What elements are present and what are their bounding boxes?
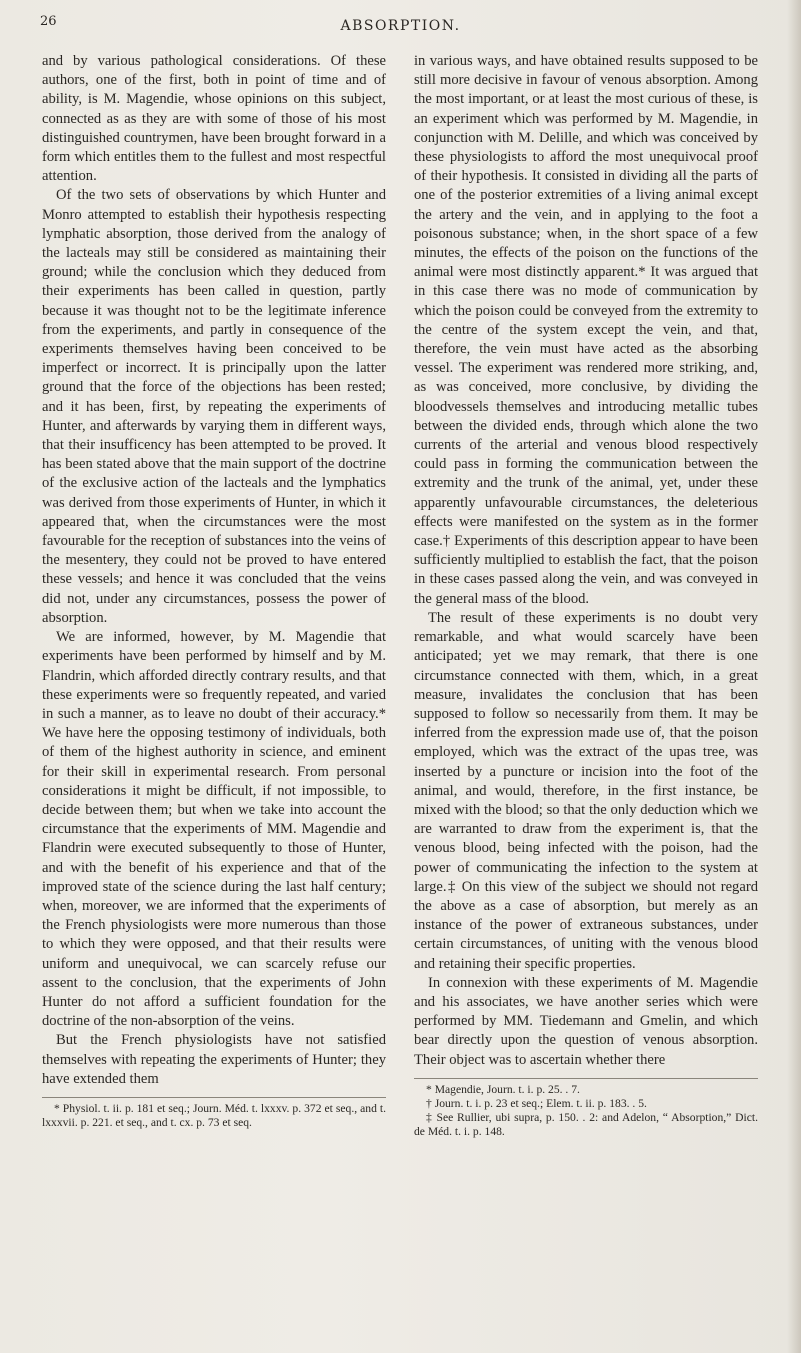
right-column bbox=[414, 52, 758, 1139]
paragraph: But the French physiologists have not satisfied themselves with repeating the experiments of Hunter; they have extended them bbox=[42, 1032, 386, 1087]
footnote: * Magendie, Journ. t. i. p. 25. . 7. bbox=[426, 1082, 580, 1096]
footnote: † Journ. t. i. p. 23 et seq.; Elem. t. ii. p. 183. . 5. bbox=[426, 1096, 647, 1110]
paragraph: in various ways, and have obtained results supposed to be still more decisive in favour of venous absorption. Among the most important, or at least the most curious of these, is an experiment which was performed by M. Magendie, in conjunction with M. Delille, and which was conceived by these physiologists to afford the most unequivocal proof of their hypothesis. It consisted in dividing all the parts of one of the posterior extremities of a living animal except the artery and the vein, and in applying to the foot a poisonous substance; when, in the short space of a few minutes, the effects of the poison on the functions of the animal were most distinctly apparent.* It was argued that in this case there was no mode of communication by which the poison could be conveyed from the extremity to the centre of the system except the vein, and that, therefore, the vein must have acted as the absorbing vessel. The experiment was rendered more striking, and, as was conceived, more conclusive, by dividing the bloodvessels themselves and introducing metallic tubes between the divided ends, through which alone the two currents of the arterial and venous blood respectively could pass in forming the communication between the extremity and the trunk of the animal, yet, under these apparently unfavourable circumstances, the deleterious effects were manifested on the system as in the former case.† Experiments of this description appear to have been sufficiently multiplied to establish the fact, that the poison in these cases passed along the vein, and was conveyed in the general mass of the blood. bbox=[414, 53, 758, 607]
page-number: 26 bbox=[40, 14, 57, 29]
footnotes bbox=[414, 1078, 758, 1139]
page-edge-shadow bbox=[787, 0, 801, 1353]
paragraph: We are informed, however, by M. Magendie that experiments have been performed by himself and by M. Flandrin, which afforded directly contrary results, and that these experiments were so frequently repeated, and varied in such a manner, as to leave no doubt of their accuracy.* We have here the opposing testimony of individuals, both of them of the highest authority in science, and eminent for their skill in experimental research. From personal considerations it might be difficult, if not impossible, to decide between them; but when we take into account the circumstance that the experiments of MM. Magendie and Flandrin were executed subsequently to those of Hunter, and with the benefit of his experience and that of the improved state of the science during the last half century; when, moreover, we are informed that the experiments of the French physiologists were more numerous than those to which they were opposed, and that their results were uniform and unequivocal, we can scarcely refuse our assent to the conclusion, that the experiments of John Hunter do not afford a sufficient foundation for the doctrine of the non-absorption of the veins. bbox=[42, 629, 386, 1030]
paragraph: The result of these experiments is no doubt very remarkable, and what would scarcely have been anticipated; yet we may remark, that there is one circumstance connected with them, which, in a great measure, invalidates the conclusion that has been supposed to follow so necessarily from them. It may be inferred from the expression made use of, that the poison employed, which was the extract of the upas tree, was inserted by a puncture or incision into the foot of the animal, and would, therefore, in the first instance, be mixed with the blood; so that the only deduction which we are warranted to draw from the experiment is, that the venous blood, being infected with the poison, had the power of communicating the infection to the system at large.‡ On this view of the subject we should not regard the above as a case of absorption, but merely as an instance of the power of extraneous substances, under certain circumstances, of uniting with the venous blood and retaining their specific properties. bbox=[414, 609, 758, 972]
left-column bbox=[42, 52, 386, 1130]
paragraph: and by various pathological considerations. Of these authors, one of the first, both in point of time and of ability, is M. Magendie, whose opinions on this subject, connected as as they are with some of those of his most distinguished countrymen, have been brought forward in a form which entitles them to the fullest and most respectful attention. bbox=[42, 53, 386, 185]
footnotes bbox=[42, 1097, 386, 1130]
running-head: ABSORPTION. bbox=[340, 18, 461, 34]
footnote: ‡ See Rullier, ubi supra, p. 150. . 2: and Adelon, “ Absorption,” Dict. de Méd. t. i. p. 148. bbox=[414, 1110, 758, 1138]
paragraph: Of the two sets of observations by which Hunter and Monro attempted to establish their hypothesis respecting lymphatic absorption, those derived from the analogy of the lacteals may still be considered as maintaining their ground; while the conclusion which they deduced from their experiments has been called in question, partly because it was thought not to be the legitimate inference from the experiments, and partly in consequence of the experiments themselves having been conceived to be imperfect or incorrect. It is principally upon the latter ground that the force of the objections has been rested; and it has been, first, by repeating the experiments of Hunter, and afterwards by varying them in different ways, that their insufficency has been attempted to be proved. It has been stated above that the main support of the doctrine of the exclusive action of the lacteals and the lymphatics was derived from those experiments of Hunter, in which it appeared that, when the circumstances were the most favourable for the reception of substances into the veins of the mesentery, they could not be proved to have entered these vessels; and hence it was concluded that the veins did not, under any circumstances, possess the power of absorption. bbox=[42, 187, 386, 626]
footnote: * Physiol. t. ii. p. 181 et seq.; Journ. Méd. t. lxxxv. p. 372 et seq., and t. lxxxvii. p. 221. et seq., and t. cx. p. 73 et seq. bbox=[42, 1101, 386, 1129]
paragraph: In connexion with these experiments of M. Magendie and his associates, we have another series which were performed by MM. Tiedemann and Gmelin, and which bear directly upon the question of venous absorption. Their object was to ascertain whether there bbox=[414, 974, 758, 1068]
